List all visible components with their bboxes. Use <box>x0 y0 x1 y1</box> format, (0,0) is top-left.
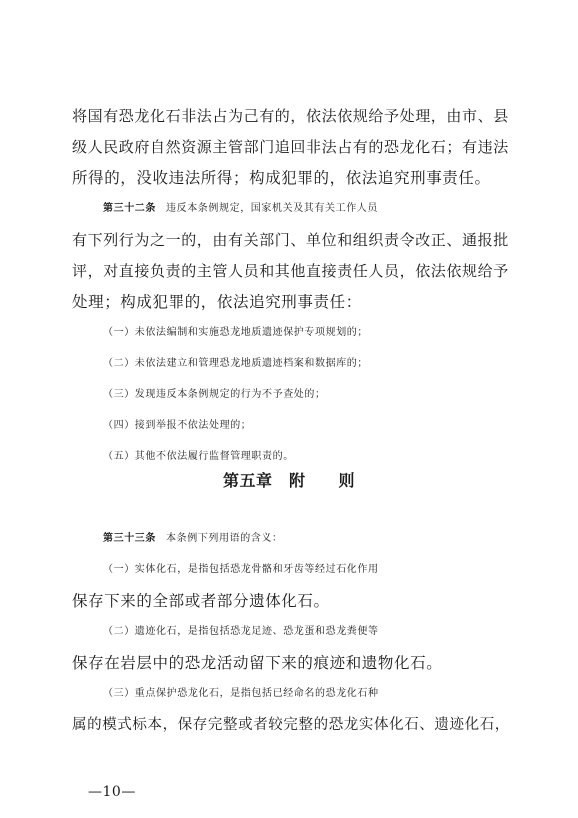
article-heading: 第三十二条 <box>103 203 156 214</box>
paragraph-line: 级人民政府自然资源主管部门追回非法占有的恐龙化石；有违法 <box>72 138 509 156</box>
article-32-first-line <box>103 199 543 219</box>
paragraph-line: 处理；构成犯罪的，依法追究刑事责任： <box>72 293 362 311</box>
article-text: 本条例下列用语的含义： <box>166 533 283 544</box>
definition-item: （三）重点保护恐龙化石，是指包括已经命名的恐龙化石种 <box>103 688 379 699</box>
definition-item: （二）遗迹化石，是指包括恐龙足迹、恐龙蛋和恐龙粪便等 <box>103 626 379 637</box>
paragraph-line: 评，对直接负责的主管人员和其他直接责任人员，依法依规给予 <box>72 262 509 280</box>
list-item: （四）接到举报不依法处理的； <box>103 420 252 431</box>
list-item: （一）未依法编制和实施恐龙地质遗迹保护专项规划的； <box>103 327 368 338</box>
paragraph-line: 保存下来的全部或者部分遗体化石。 <box>72 592 330 610</box>
paragraph-line: 属的模式标本，保存完整或者较完整的恐龙实体化石、遗迹化石， <box>72 717 510 733</box>
list-item: （三）发现违反本条例规定的行为不予查处的； <box>103 389 326 400</box>
paragraph-line: 有下列行为之一的，由有关部门、单位和组织责令改正、通报批 <box>72 231 509 249</box>
list-item: （五）其他不依法履行监督管理职责的。 <box>103 451 294 462</box>
article-33-first-line <box>103 529 543 549</box>
paragraph-line: 将国有恐龙化石非法占为己有的，依法依规给予处理，由市、县 <box>72 107 509 125</box>
article-heading: 第三十三条 <box>103 533 156 544</box>
paragraph-line: 保存在岩层中的恐龙活动留下来的痕迹和遗物化石。 <box>72 654 443 672</box>
list-item: （二）未依法建立和管理恐龙地质遗迹档案和数据库的； <box>103 358 368 369</box>
article-text: 违反本条例规定，国家机关及其有关工作人员 <box>166 203 378 214</box>
definition-item: （一）实体化石，是指包括恐龙骨骼和牙齿等经过石化作用 <box>103 564 379 575</box>
page-number: —10— <box>88 784 136 800</box>
paragraph-line: 所得的，没收违法所得；构成犯罪的，依法追究刑事责任。 <box>72 169 491 187</box>
chapter-title: 第五章 附 则 <box>222 471 355 490</box>
